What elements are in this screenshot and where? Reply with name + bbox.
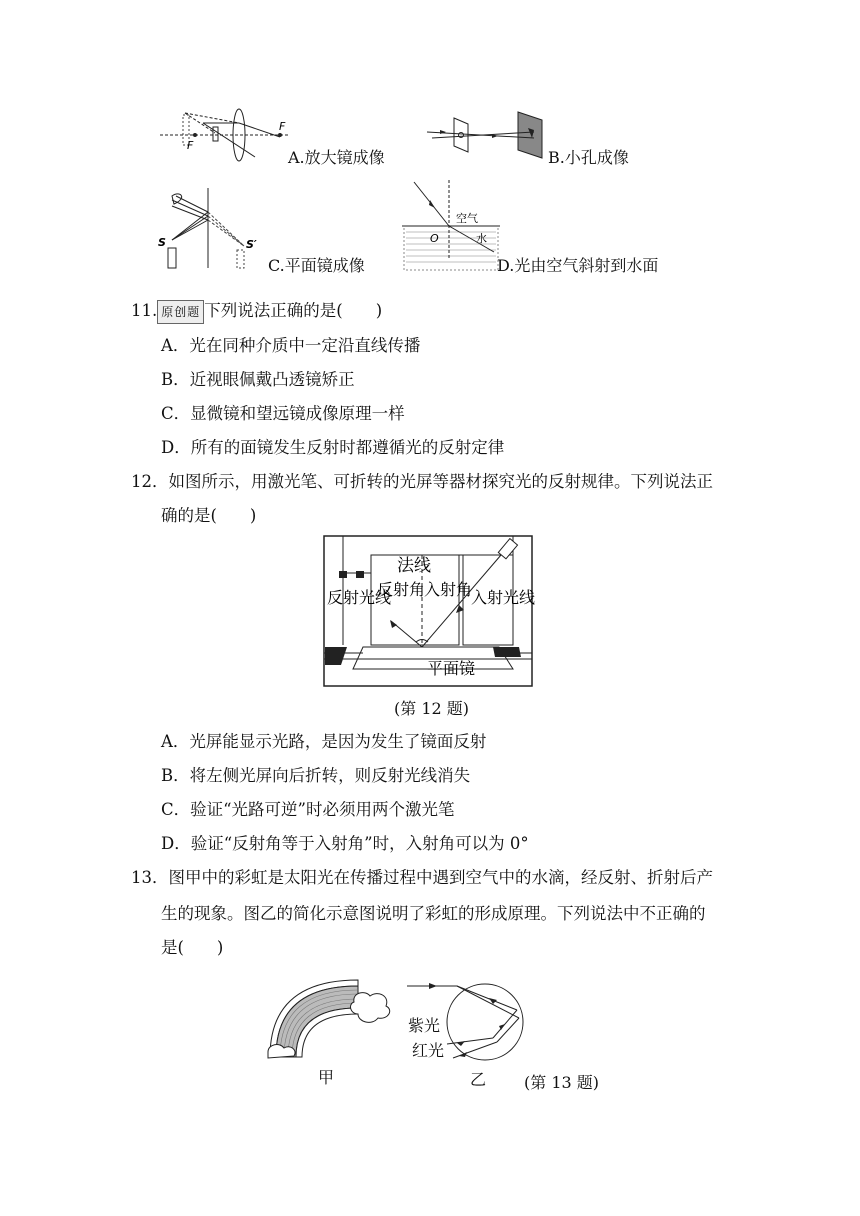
figure-jia-label: 甲 (318, 1068, 335, 1087)
option-11-c: C．显微镜和望远镜成像原理一样 (161, 404, 405, 423)
option-c-label: C.平面镜成像 (268, 256, 365, 275)
question-12-stem-cont: 确的是( ) (161, 506, 257, 525)
option-12-a: A．光屏能显示光路，是因为发生了镜面反射 (161, 732, 487, 751)
water-label: 水 (476, 232, 487, 245)
air-label: 空气 (456, 212, 478, 225)
question-13-stem (131, 868, 713, 888)
question-number: 12． (131, 472, 169, 491)
plane-mirror-diagram (158, 188, 268, 273)
reflection-angle-label: 反射角 (377, 580, 426, 599)
plane-mirror-label: 平面镜 (427, 659, 476, 678)
option-11-d: D．所有的面镜发生反射时都遵循光的反射定律 (161, 438, 505, 457)
point-o-label: O (430, 232, 439, 245)
question-text: 图甲中的彩虹是太阳光在传播过程中遇到空气中的水滴，经反射、折射后产 (168, 868, 713, 887)
question-number: 11. (131, 301, 158, 320)
refraction-diagram (402, 180, 502, 272)
incident-ray-label: 入射光线 (471, 588, 536, 607)
pinhole-diagram (422, 110, 557, 160)
option-b-label: B.小孔成像 (548, 148, 629, 167)
red-light-label: 红光 (412, 1041, 445, 1060)
question-number: 13． (131, 868, 169, 887)
option-12-d: D．验证“反射角等于入射角”时，入射角可以为 0° (161, 834, 529, 853)
question-13-stem-cont-1: 生的现象。图乙的简化示意图说明了彩虹的形成原理。下列说法中不正确的 (161, 904, 706, 923)
incidence-angle-label: 入射角 (424, 580, 473, 599)
option-d-label: D.光由空气斜射到水面 (497, 256, 659, 275)
option-11-b: B．近视眼佩戴凸透镜矫正 (161, 370, 355, 389)
reflection-experiment-diagram (323, 535, 536, 687)
magnifier-diagram (155, 105, 295, 165)
option-12-c: C．验证“光路可逆”时必须用两个激光笔 (161, 800, 455, 819)
option-11-a: A．光在同种介质中一定沿直线传播 (161, 336, 421, 355)
question-11-stem (131, 300, 382, 324)
image-s-prime-label: S′ (246, 238, 257, 251)
option-12-b: B．将左侧光屏向后折转，则反射光线消失 (161, 766, 471, 785)
rainbow-illustration (262, 972, 402, 1062)
question-text: 如图所示，用激光笔、可折转的光屏等器材探究光的反射规律。下列说法正 (168, 472, 713, 491)
normal-line-label: 法线 (397, 556, 431, 576)
figure-13-caption: (第 13 题) (524, 1073, 600, 1092)
question-12-stem (131, 472, 713, 492)
question-text: 下列说法正确的是( ) (204, 301, 383, 320)
original-question-badge: 原创题 (157, 300, 204, 324)
focus-right-label: F (279, 120, 286, 133)
svg-text:法线 (397, 556, 431, 576)
figure-yi-label: 乙 (470, 1070, 487, 1089)
figure-12-caption: (第 12 题) (394, 699, 470, 718)
focus-left-label: F (187, 139, 194, 152)
option-a-label: A.放大镜成像 (288, 148, 385, 167)
source-s-label: S (158, 236, 166, 249)
question-13-stem-cont-2: 是( ) (161, 938, 224, 957)
reflected-ray-label: 反射光线 (327, 588, 392, 607)
violet-light-label: 紫光 (408, 1016, 441, 1035)
